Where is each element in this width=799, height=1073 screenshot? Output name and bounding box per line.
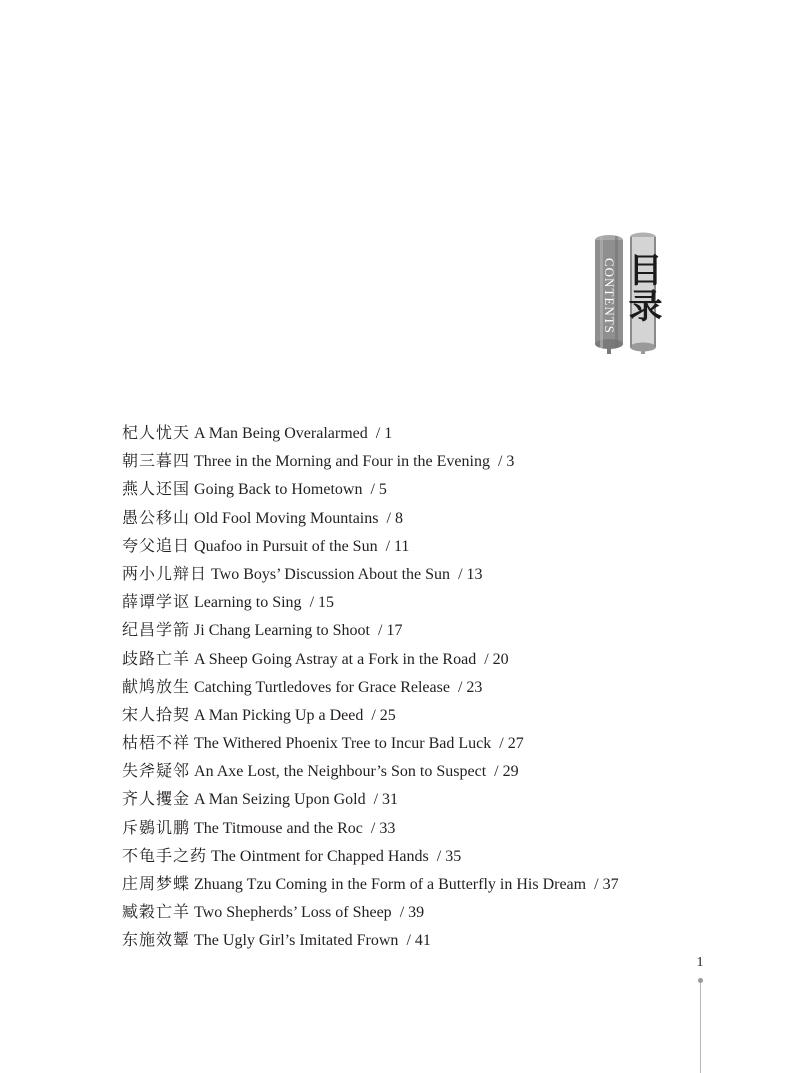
toc-entry-separator: / (594, 876, 599, 893)
toc-entry-page-number: 3 (506, 453, 515, 471)
toc-entry-english-title: A Man Picking Up a Deed (194, 706, 364, 724)
toc-entry-separator: / (378, 622, 383, 640)
toc-entry-page-number: 17 (386, 622, 403, 640)
toc-entry-chinese-title: 齐人攫金 (122, 789, 191, 809)
toc-entry-chinese-title: 燕人还国 (122, 479, 191, 499)
toc-entry-separator: / (309, 594, 315, 612)
toc-entry[interactable] (122, 842, 619, 870)
toc-entry-english-title: A Sheep Going Astray at a Fork in the Road (194, 650, 477, 668)
toc-entry-chinese-title: 失斧疑邻 (122, 761, 191, 781)
toc-entry-chinese-title: 庄周梦蝶 (122, 874, 191, 893)
page-number: 1 (696, 955, 704, 970)
toc-entry-english-title: Ji Chang Learning to Shoot (194, 622, 370, 640)
toc-entry-separator: / (399, 904, 405, 922)
toc-entry-chinese-title: 不龟手之药 (122, 845, 208, 865)
toc-entry[interactable] (122, 560, 619, 588)
toc-entry-chinese-title: 愚公移山 (122, 507, 191, 527)
toc-entry-english-title: Three in the Morning and Four in the Evening (194, 453, 490, 471)
toc-entry[interactable] (122, 616, 619, 644)
toc-entry-english-title: Quafoo in Pursuit of the Sun (194, 537, 378, 555)
toc-entry-separator: / (371, 706, 376, 724)
toc-entry-separator: / (499, 735, 504, 753)
toc-entry-chinese-title: 夸父追日 (122, 535, 191, 555)
toc-entry-separator: / (458, 565, 463, 583)
toc-entry-page-number: 5 (378, 481, 387, 499)
toc-entry-page-number: 8 (394, 509, 403, 527)
toc-entry[interactable] (122, 814, 619, 842)
toc-entry-chinese-title: 歧路亡羊 (122, 648, 191, 668)
toc-entry-separator: / (436, 847, 442, 865)
toc-entry-chinese-title: 杞人忧天 (122, 423, 191, 442)
toc-entry-separator: / (457, 678, 463, 696)
toc-entry-chinese-title: 薛谭学讴 (122, 592, 191, 612)
toc-entry[interactable] (122, 645, 619, 673)
toc-entry-separator: / (370, 819, 376, 837)
toc-entry[interactable] (122, 870, 619, 898)
toc-entry-english-title: The Ugly Girl’s Imitated Frown (194, 932, 399, 950)
contents-title: 目录 (622, 252, 662, 324)
toc-entry-separator: / (375, 425, 381, 442)
toc-entry-chinese-title: 宋人拾契 (122, 704, 191, 724)
toc-entry-page-number: 33 (379, 819, 396, 837)
toc-entry-english-title: A Man Being Overalarmed (194, 425, 368, 442)
toc-entry-page-number: 15 (318, 594, 335, 612)
toc-entry-english-title: A Man Seizing Upon Gold (194, 791, 366, 809)
toc-entry[interactable] (122, 475, 619, 503)
toc-entry-page-number: 1 (384, 425, 393, 442)
toc-entry-chinese-title: 枯梧不祥 (122, 733, 191, 753)
toc-entry-page-number: 35 (445, 847, 462, 865)
toc-entry-page-number: 11 (394, 537, 410, 555)
toc-entry[interactable] (122, 532, 619, 560)
toc-entry[interactable] (122, 419, 619, 447)
toc-entry-english-title: Learning to Sing (194, 594, 302, 612)
toc-entry-page-number: 29 (502, 763, 519, 781)
toc-entry-separator: / (484, 650, 489, 668)
toc-entry[interactable] (122, 673, 619, 701)
toc-entry[interactable] (122, 588, 619, 616)
toc-entry-separator: / (497, 453, 503, 471)
toc-entry-chinese-title: 臧穀亡羊 (122, 902, 191, 922)
toc-entry-english-title: Old Fool Moving Mountains (194, 509, 379, 527)
toc-entry-page-number: 41 (414, 932, 431, 950)
toc-entry-chinese-title: 献鸠放生 (122, 676, 191, 696)
toc-entry-separator: / (494, 763, 499, 781)
toc-entry-page-number: 20 (492, 650, 509, 668)
toc-entry[interactable] (122, 729, 619, 757)
toc-entry-english-title: The Ointment for Chapped Hands (211, 847, 429, 865)
table-of-contents (122, 419, 619, 955)
toc-entry-page-number: 39 (408, 904, 425, 922)
toc-entry-english-title: An Axe Lost, the Neighbour’s Son to Suspect (194, 763, 487, 781)
toc-entry-page-number: 37 (602, 876, 619, 893)
toc-entry-separator: / (386, 509, 391, 527)
toc-entry[interactable] (122, 701, 619, 729)
toc-entry-english-title: Going Back to Hometown (194, 481, 363, 499)
toc-entry[interactable] (122, 757, 619, 785)
toc-entry-english-title: The Withered Phoenix Tree to Incur Bad Luck (194, 735, 492, 753)
margin-rule (700, 983, 701, 1073)
toc-entry[interactable] (122, 926, 619, 954)
toc-entry[interactable] (122, 447, 619, 475)
toc-entry-english-title: The Titmouse and the Roc (194, 819, 363, 837)
toc-entry-english-title: Two Shepherds’ Loss of Sheep (194, 904, 392, 922)
toc-entry-chinese-title: 朝三暮四 (122, 451, 191, 471)
toc-entry-chinese-title: 纪昌学箭 (122, 620, 191, 640)
toc-entry[interactable] (122, 898, 619, 926)
contents-subtitle: CONTENTS (602, 258, 617, 334)
toc-entry-page-number: 27 (507, 735, 524, 753)
toc-entry-separator: / (406, 932, 411, 950)
toc-entry-english-title: Two Boys’ Discussion About the Sun (211, 565, 451, 583)
toc-entry-english-title: Catching Turtledoves for Grace Release (194, 678, 450, 696)
toc-entry-page-number: 31 (382, 791, 399, 809)
toc-entry-chinese-title: 东施效颦 (122, 930, 191, 950)
toc-entry[interactable] (122, 504, 619, 532)
toc-entry[interactable] (122, 785, 619, 813)
toc-entry-separator: / (370, 481, 375, 499)
toc-entry-english-title: Zhuang Tzu Coming in the Form of a Butterfly in His Dream (194, 876, 587, 893)
toc-entry-page-number: 23 (466, 678, 483, 696)
toc-entry-separator: / (373, 791, 379, 809)
toc-entry-chinese-title: 两小儿辩日 (122, 563, 208, 583)
toc-entry-chinese-title: 斥鷃讥鹏 (122, 817, 191, 837)
toc-entry-page-number: 13 (466, 565, 483, 583)
toc-entry-separator: / (385, 537, 391, 555)
toc-entry-page-number: 25 (379, 706, 396, 724)
